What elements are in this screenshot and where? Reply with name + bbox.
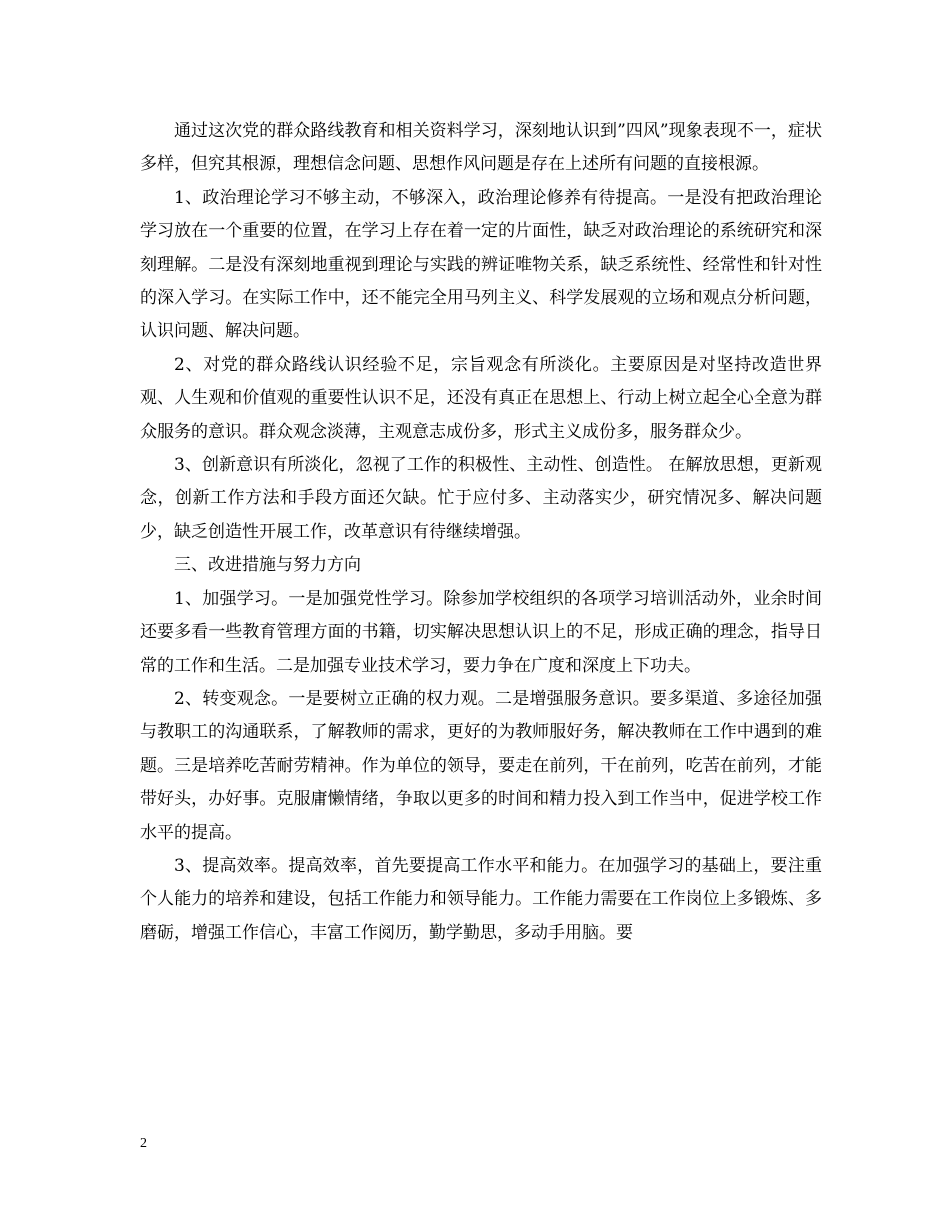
item-1-theory-study-paragraph: 1、政治理论学习不够主动，不够深入，政治理论修养有待提高。一是没有把政治理论学习放在一个重要的位置，在学习上存在着一定的片面性，缺乏对政治理论的系统研究和深刻理解。二是没有深刻地重视到理论与实践的辨证唯物关系，缺乏系统性、经常性和针对性的深入学习。在实际工作中，还不能完全用马列主义、科学发展观的立场和观点分析问题，认识问题、解决问题。 — [140, 187, 822, 342]
measure-3-efficiency-paragraph: 3、提高效率。提高效率，首先要提高工作水平和能力。在加强学习的基础上，要注重个人能力的培养和建设，包括工作能力和领导能力。工作能力需要在工作岗位上多锻炼、多磨砺，增强工作信心，丰富工作阅历，勤学勤思，多动手用脑。要 — [140, 855, 822, 943]
measure-1-study-paragraph: 1、加强学习。一是加强党性学习。除参加学校组织的各项学习培训活动外，业余时间还要多看一些教育管理方面的书籍，切实解决思想认识上的不足，形成正确的理念，指导日常的工作和生活。二是加强专业技术学习，要力争在广度和深度上下功夫。 — [140, 588, 822, 676]
section-heading-improvement: 三、改进措施与努力方向 — [174, 555, 361, 576]
measure-2-mindset-paragraph: 2、转变观念。一是要树立正确的权力观。二是增强服务意识。要多渠道、多途径加强与教职工的沟通联系，了解教师的需求，更好的为教师服好务，解决教师在工作中遇到的难题。三是培养吃苦耐劳精神。作为单位的领导，要走在前列，干在前列，吃苦在前列，才能带好头，办好事。克服庸懒情绪，争取以更多的时间和精力投入到工作当中，促进学校工作水平的提高。 — [140, 688, 822, 843]
page-number: 2 — [140, 1136, 147, 1151]
item-2-mass-line-paragraph: 2、对党的群众路线认识经验不足，宗旨观念有所淡化。主要原因是对坚持改造世界观、人生观和价值观的重要性认识不足，还没有真正在思想上、行动上树立起全心全意为群众服务的意识。群众观念淡薄，主观意志成份多，形式主义成份多，服务群众少。 — [140, 354, 822, 442]
document-body — [140, 115, 822, 950]
intro-paragraph: 通过这次党的群众路线教育和相关资料学习，深刻地认识到”四风”现象表现不一，症状多样，但究其根源，理想信念问题、思想作风问题是存在上述所有问题的直接根源。 — [140, 121, 822, 175]
item-3-innovation-paragraph: 3、创新意识有所淡化，忽视了工作的积极性、主动性、创造性。 在解放思想，更新观念，创新工作方法和手段方面还欠缺。忙于应付多、主动落实少，研究情况多、解决问题少，缺乏创造性开展工作，改革意识有待继续增强。 — [140, 455, 822, 542]
